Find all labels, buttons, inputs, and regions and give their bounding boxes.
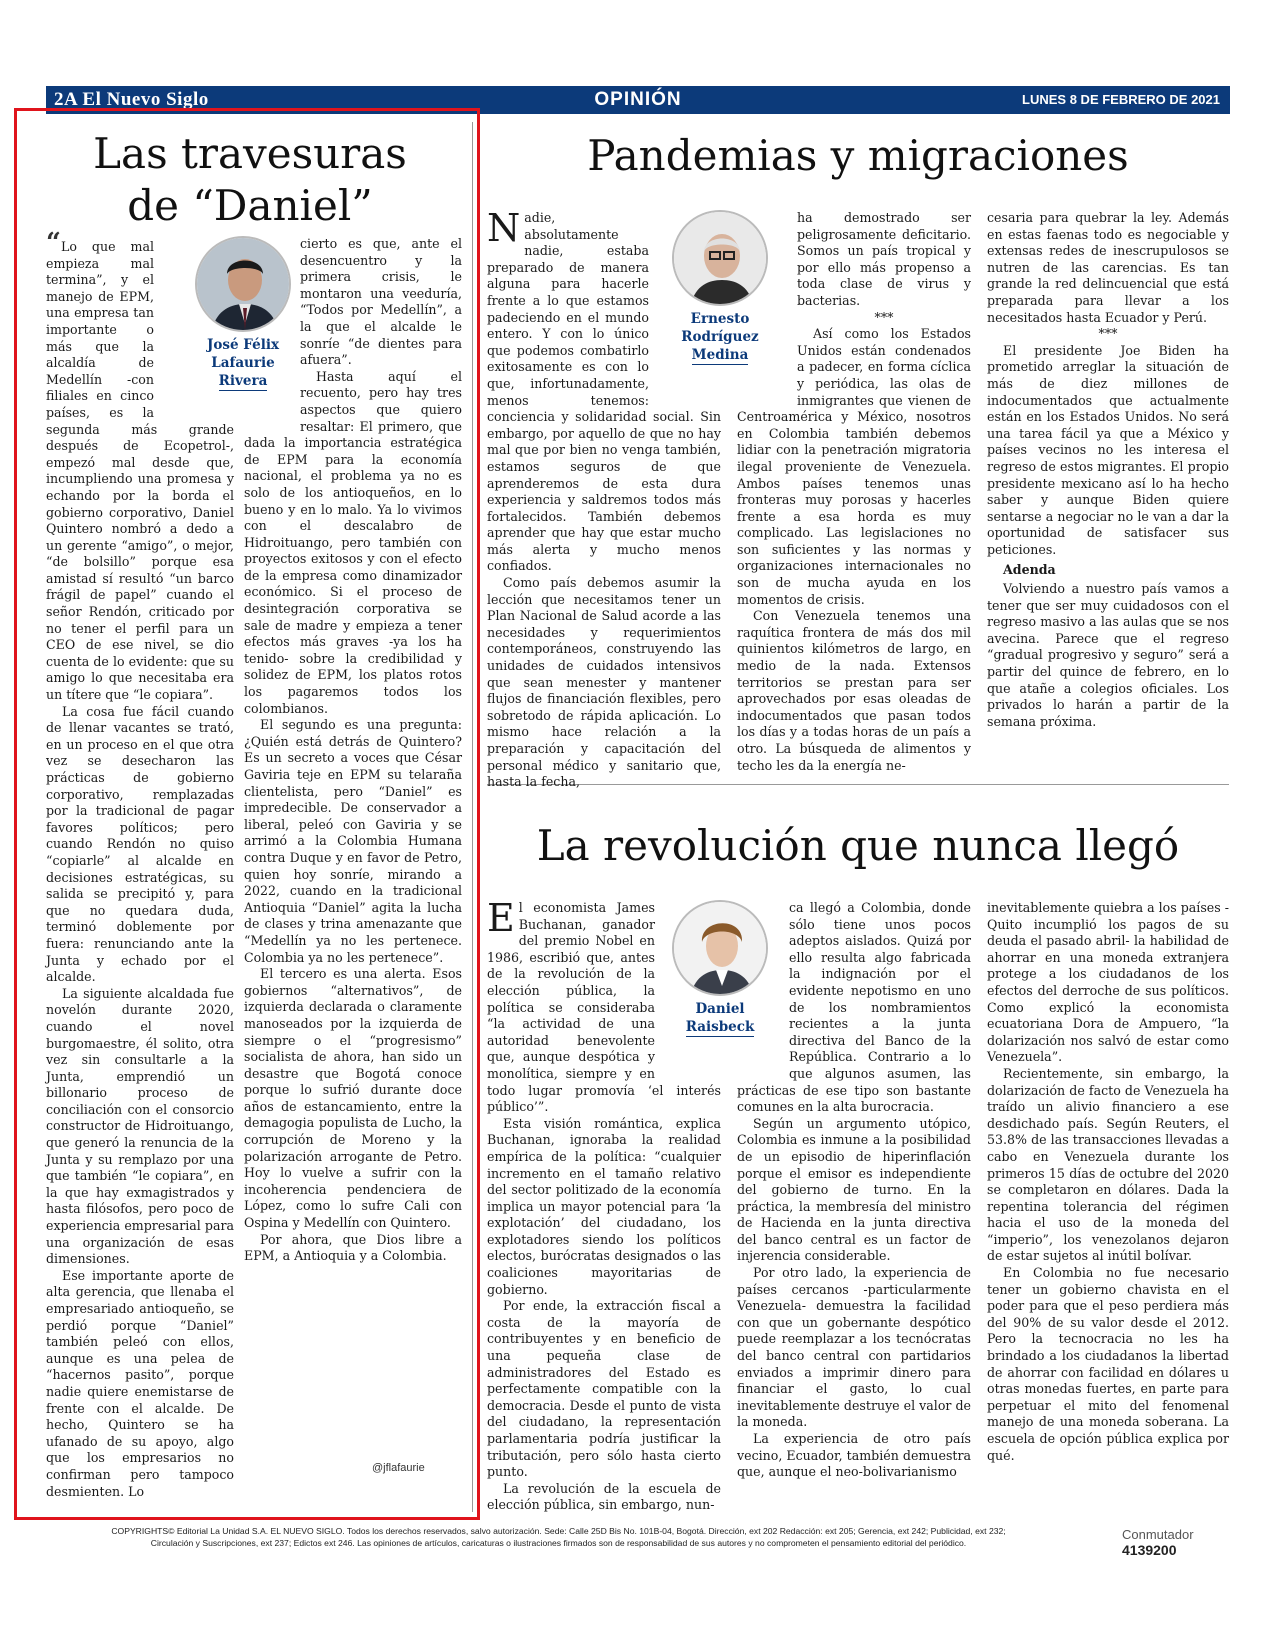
section-title: OPINIÓN [594,89,682,110]
article-3-column-3: inevitablemente quiebra a los países -Quito incumplió los pagos de su deuda el pasado abril- la habilidad de ahorrar en una moneda extranjera protege a los ciudadanos de los efectos del derroche de sus políticos. Como explicó la economista ecuatoriana Dora de Ampuero, “la dolarización nos salvó de estar como Venezuela”. Recientemente, sin embargo, la dolarización de facto de Venezuela ha traído un alivio financiero a ese desdichado país. Según Reuters, el 53.8% de las transacciones llevadas a cabo en Venezuela durante los primeros 15 días de octubre del 2020 se completaron en dólares. Dada la repentina tolerancia del régimen hacia el uso de la moneda del “imperio”, los venezolanos dejaron de estar sujetos al inútil bolívar. En Colombia no fue necesario tener un gobierno chavista en el poder para que el peso perdiera más del 90% de su valor desde el 2012. Pero la tecnocracia no les ha brindado a los ciudadanos la libertad de ahorrar con facilidad en dólares u otras monedas fuertes, en parte para perpetuar el mito del fenomenal manejo de una moneda soberana. La escuela de opción pública explica por qué. [987,900,1229,1463]
addendum-heading: Adenda [1003,562,1056,578]
page-number-and-brand: 2A El Nuevo Siglo [54,89,209,110]
article-3-column-2: ca llegó a Colombia, donde sólo tiene unos pocos adeptos aislados. Quizá por ello resulta algo fabricada la indignación por el evidente nepotismo en uno de los nombramientos recientes a la junta directiva del Banco de la República. Contrario a lo que algunos asumen, las prácticas de ese tipo son bastante comunes en la alta burocracia. Según un argumento utópico, Colombia es inmune a la posibilidad de un episodio de hiperinflación porque el emisor es independiente del gobierno de turno. En la práctica, la membresía del ministro de Hacienda en la junta directiva del banco central es un factor de injerencia considerable. Por otro lado, la experiencia de países cercanos -particularmente Venezuela- demuestra la facilidad con que un gobernante despótico puede reemplazar a los tecnócratas del banco central con partidarios enviados a imprimir dinero para financiar el gasto, lo cual inevitablemente destruye el valor de la moneda. La experiencia de otro país vecino, Ecuador, también demuestra que, aunque el neo-bolivarianismo [737,900,971,1480]
author-twitter-handle[interactable]: @jflafaurie [372,1462,425,1474]
column-divider [472,122,473,1512]
drop-cap: N [487,206,521,250]
author-name: José Félix Lafaurie Rivera [206,337,280,389]
copyright-footer: COPYRIGHTS© Editorial La Unidad S.A. EL NUEVO SIGLO. Todos los derechos reservados, salvo autorización. Sede: Calle 25D Bis No. 101B-04, Bogotá. Dirección, ext 202 Redacción: ext 205; Gerencia, ext 242; Publicidad, ext 232; Circulación y Suscripciones, ext 237; Edictos ext 246. Las opiniones de artículos, caricaturas o ilustraciones firmados son de responsabilidad de sus autores y no comprometen el pensamiento editorial del periódico. [111,1526,1006,1548]
switchboard-number: 4139200 [1122,1542,1177,1558]
article-1-column-2: cierto es que, ante el desencuentro y la primera crisis, le montaron una veeduría, “Todos por Medellín”, a la que el alcalde le sonríe “de dientes para afuera”. Hasta aquí el recuento, pero hay tres aspectos que quiero resaltar: El primero, que dada la importancia estratégica de EPM para la economía nacional, el problema ya no es solo de los antioqueños, en lo bueno y en lo malo. Ya lo vivimos con el descalabro de Hidroituango, pero también con proyectos exitosos y con el efecto de la empresa como dinamizador económico. Si el proceso de desintegración corporativa se sale de madre y empieza a tener efectos más graves -ya los ha tenido- sobre la credibilidad y solidez de EPM, los platos rotos los pagaremos todos los colombianos. El segundo es una pregunta: ¿Quién está detrás de Quintero? Es un secreto a voces que César Gaviria teje en EPM su telaraña clientelista, pero “Daniel” es impredecible. De conservador a liberal, peleó con Gaviria y se arrimó a la Colombia Humana contra Duque y en favor de Petro, quien hoy sonríe, mirando a 2022, cuando en la tradicional Antioquia “Daniel” agita la lucha de clases y trina amenazante que “Medellín ya no les pertenece. Colombia ya no les pertenece”. El tercero es una alerta. Esos gobiernos “alternativos”, de izquierda declarada o claramente manoseados por la izquierda de siempre o el “progresismo” socialista de ahora, han sido un desastre que Bogotá conoce porque lo sufrió durante doce años de estancamiento, entre la demagogia populista de Lucho, la corrupción de Moreno y la polarización arrogante de Petro. Hoy lo vuelve a sufrir con la incoherencia pendenciera de López, como lo sufre Cali con Ospina y Medellín con Quintero. Por ahora, que Dios libre a EPM, a Antioquia y a Colombia. [244,236,462,1264]
article-2-column-2: ha demostrado ser peligrosamente deficitario. Somos un país tropical y por ello más propenso a toda clase de virus y bacterias. *** Así como los Estados Unidos están condenados a padecer, en forma cíclica y periódica, las olas de inmigrantes que vienen de Centroamérica y México, nosotros en Colombia también debemos lidiar con la penetración migratoria ilegal proveniente de Venezuela. Ambos países tenemos unas fronteras muy porosas y hacerles frente a esa horda es muy complicado. Las legislaciones no son suficientes y las normas y organizaciones internacionales no son de mucha ayuda en los momentos de crisis. Con Venezuela tenemos una raquítica frontera de más dos mil quinientos kilómetros de largo, en medio de la nada. Extensos territorios se prestan para ser aprovechados por esas oleadas de indocumentados que pasan todos los días y a todas horas de un país a otro. La búsqueda de alimentos y techo les da la energía ne- [737,210,971,773]
drop-cap: E [487,896,515,940]
article-2-column-1: Nadie, absolutamente nadie, estaba preparado de manera alguna para hacerle frente a lo que estamos padeciendo en el mundo entero. Y con lo único que podemos combatirlo exitosamente es con lo que, infortunadamente, menos tenemos: conciencia y solidaridad social. Sin embargo, por aquello de que no hay mal que por bien no venga también, estamos seguros de que aprenderemos de esta dura experiencia y saldremos todos más fortalecidos. También debemos aprender que hay que estar mucho más alerta y mucho menos confiados. Como país debemos asumir la lección que necesitamos tener un Plan Nacional de Salud acorde a las necesidades y requerimientos contemporáneos, construyendo las unidades de cuidados intensivos que sean menester y mantener flujos de financiación flexibles, pero sobretodo de rápida aplicación. Lo mismo hace relación a la preparación y capacitación del personal médico y sanitario que, hasta la fecha, [487,206,721,790]
author-name: Ernesto Rodríguez Medina [681,311,759,363]
switchboard-info: Conmutador 4139200 [1122,1527,1194,1558]
issue-date: LUNES 8 DE FEBRERO DE 2021 [1022,92,1220,107]
article-1-title [28,128,472,232]
article-1-title-line-1: Las travesuras [93,129,407,178]
masthead-bar [46,86,1230,114]
article-2-title: Pandemias y migraciones [587,131,1129,180]
article-1-column-1: “Lo que mal empieza mal termina”, y el manejo de EPM, una empresa tan importante o más que la alcaldía de Medellín -con filiales en cinco países, es la segunda más grande después de Ecopetrol-, empezó mal desde que, incumpliendo una promesa y echando por la borda el gobierno corporativo, Daniel Quintero nombró a dedo a un gerente “amigo”, o mejor, “de bolsillo” porque esa amistad sí resultó “un barco frágil de papel” cuando el señor Rendón, criticado por no tener el perfil para un CEO de ese nivel, se dio cuenta de lo evidente: que su amigo lo que necesitaba era un títere que “le copiara”. La cosa fue fácil cuando de llenar vacantes se trató, en un proceso en el que otra vez se desecharon las prácticas de gobierno corporativo, remplazadas por la tradicional de pagar favores políticos; pero cuando Rendón no quiso “copiarle” al alcalde en decisiones estratégicas, su salida se precipitó y, para que no quedara duda, terminó doblemente por fuera: renunciando ante la Junta y echado por el alcalde. La siguiente alcaldada fue novelón durante 2020, cuando el novel burgomaestre, él solito, otra vez sin consultarle a la Junta, emprendió un billonario proceso de conciliación con el consorcio constructor de Hidroituango, que generó la renuncia de la Junta y su remplazo por una que también “le copiara”, en la que hay exmagistrados y hasta filósofos, pero poco de experiencia empresarial para una organización de esas dimensiones. Ese importante aporte de alta gerencia, que llenaba el empresariado antioqueño, se perdió porque “Daniel” también peleó con ellos, aunque es una pelea de “hacernos pasito”, porque nadie quiere enemistarse de frente con el alcalde. De hecho, Quintero se ha ufanado de su apoyo, algo que los empresarios no confirman pero tampoco desmienten. Lo [46,228,234,1499]
article-3-title: La revolución que nunca llegó [536,821,1180,870]
author-name: Daniel Raisbeck [685,1001,755,1035]
article-3-column-1: El economista James Buchanan, ganador del premio Nobel en 1986, escribió que, antes de la revolución de la elección pública, la política se consideraba “la actividad de una autoridad benevolente que, aunque despótica y monolítica, siempre y en todo lugar promovía ‘el interés público’”. Esta visión romántica, explica Buchanan, ignoraba la realidad empírica de la política: “cualquier incremento en el tamaño relativo del sector politizado de la economía implica un mayor potencial para ‘la explotación’ del ciudadano, los explotadores siendo los políticos electos, burócratas designados o las coaliciones mayoritarias de gobierno. Por ende, la extracción fiscal a costa de la mayoría de contribuyentes y en beneficio de una pequeña clase de administradores del Estado es perfectamente compatible con la democracia. Desde el punto de vista del ciudadano, la representación parlamentaria podría justificar la tributación, pero sólo hasta cierto punto. La revolución de la escuela de elección pública, sin embargo, nun- [487,896,721,1513]
article-1-title-line-2: de “Daniel” [127,181,373,230]
open-quote-icon: “ [46,228,61,258]
article-2-column-3: cesaria para quebrar la ley. Además en estas faenas todo es negociable y extensas redes de inescrupulosos se nutren de las carencias. Es tan grande la red delincuencial que está preparada para llevar a los necesitados hasta Ecuador y Perú. *** El presidente Joe Biden ha prometido arreglar la situación de más de diez millones de indocumentados que actualmente están en los Estados Unidos. No será una tarea fácil ya que a México y países vecinos no les interesa el regreso de estos migrantes. El propio presidente mexicano así lo ha hecho saber y aunque Biden quiere sentarse a negociar no le van a dar la oportunidad de satisfacer sus peticiones. Adenda Volviendo a nuestro país vamos a tener que ser muy cuidadosos con el regreso masivo a las aulas que se nos avecina. Parece que el regreso “gradual progresivo y seguro” será a partir del quince de febrero, en lo que atañe a colegios oficiales. Los privados lo harán a partir de la semana próxima. [987,210,1229,729]
